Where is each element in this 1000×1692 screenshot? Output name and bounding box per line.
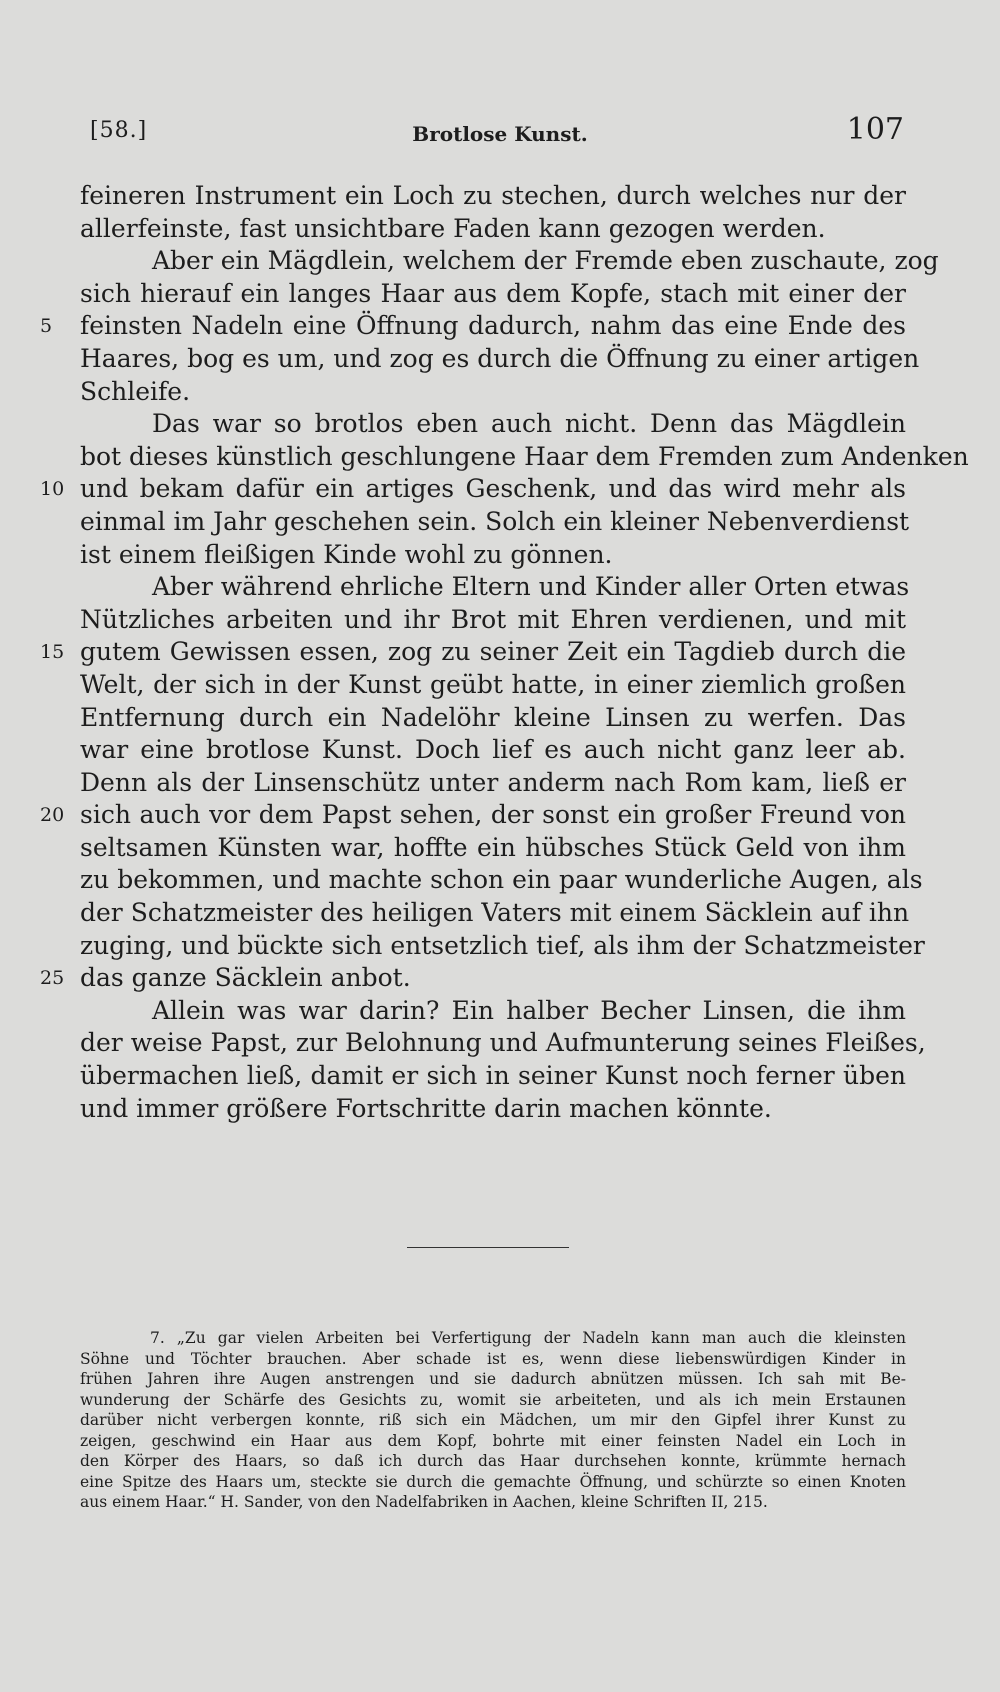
line-text: das ganze Säcklein anbot. (80, 963, 411, 993)
text-line (0, 571, 1000, 604)
text-line (0, 669, 1000, 702)
line-text: und bekam dafür ein artiges Geschenk, und das wird mehr als (80, 474, 906, 504)
line-number: 10 (40, 478, 65, 501)
text-line (0, 1093, 1000, 1126)
footnote-line (0, 1369, 1000, 1390)
footnote-line-text: frühen Jahren ihre Augen anstrengen und sie dadurch abnützen müssen. Ich sah mit Be- (80, 1370, 906, 1388)
line-text: Entfernung durch ein Nadelöhr kleine Linsen zu werfen. Das (80, 702, 906, 732)
line-text: zu bekommen, und machte schon ein paar wunderliche Augen, als (80, 865, 923, 895)
footnote-divider (407, 1247, 569, 1248)
text-line (0, 864, 1000, 897)
main-text (0, 180, 1000, 1125)
line-text: zuging, und bückte sich entsetzlich tief, als ihm der Schatzmeister (80, 930, 925, 960)
line-text: Denn als der Linsenschütz unter anderm nach Rom kam, ließ er (80, 767, 906, 797)
footnote (0, 1328, 1000, 1513)
text-line (0, 636, 1000, 669)
line-text: der weise Papst, zur Belohnung und Aufmunterung seines Fleißes, (80, 1028, 926, 1058)
text-line (0, 962, 1000, 995)
line-text: Nützliches arbeiten und ihr Brot mit Ehren verdienen, und mit (80, 604, 906, 634)
line-text: und immer größere Fortschritte darin machen könnte. (80, 1093, 772, 1123)
text-line (0, 767, 1000, 800)
footnote-line (0, 1328, 1000, 1349)
line-number: 5 (40, 315, 53, 338)
footnote-line-text: aus einem Haar.“ H. Sander, von den Nadelfabriken in Aachen, kleine Schriften II, 215. (80, 1493, 768, 1511)
line-number: 20 (40, 804, 65, 827)
text-line (0, 441, 1000, 474)
line-text: der Schatzmeister des heiligen Vaters mit einem Säcklein auf ihn (80, 898, 910, 928)
line-text: einmal im Jahr geschehen sein. Solch ein kleiner Nebenverdienst (80, 506, 910, 536)
footnote-line (0, 1472, 1000, 1493)
text-line (0, 897, 1000, 930)
footnote-line-text: Söhne und Töchter brauchen. Aber schade ist es, wenn diese liebenswürdigen Kinder in (80, 1349, 906, 1368)
text-line (0, 604, 1000, 637)
text-line (0, 376, 1000, 409)
footnote-line (0, 1349, 1000, 1370)
line-text: seltsamen Künsten war, hoffte ein hübsches Stück Geld von ihm (80, 832, 906, 862)
line-text: Allein was war darin? Ein halber Becher Linsen, die ihm (152, 995, 906, 1025)
line-text: ist einem fleißigen Kinde wohl zu gönnen. (80, 539, 613, 569)
line-text: allerfeinste, fast unsichtbare Faden kann gezogen werden. (80, 213, 826, 243)
text-line (0, 930, 1000, 963)
footnote-line (0, 1390, 1000, 1411)
footnote-line (0, 1492, 1000, 1513)
text-line (0, 1027, 1000, 1060)
footnote-line (0, 1451, 1000, 1472)
line-text: sich hierauf ein langes Haar aus dem Kopfe, stach mit einer der (80, 278, 906, 308)
footnote-line-text: darüber nicht verbergen konnte, riß sich ein Mädchen, um mir den Gipfel ihrer Kunst zu (80, 1411, 906, 1429)
running-title: Brotlose Kunst. (412, 122, 588, 146)
text-line (0, 734, 1000, 767)
text-line (0, 213, 1000, 246)
footnote-line-text: den Körper des Haars, so daß ich durch das Haar durchsehen konnte, krümmte hernach (80, 1452, 906, 1470)
line-text: sich auch vor dem Papst sehen, der sonst ein großer Freund von (80, 800, 906, 830)
text-line (0, 343, 1000, 376)
text-line (0, 506, 1000, 539)
text-line (0, 539, 1000, 572)
footnote-line (0, 1410, 1000, 1431)
footnote-line-text: eine Spitze des Haars um, steckte sie durch die gemachte Öffnung, und schürzte so einen Knoten (80, 1472, 906, 1491)
text-line (0, 245, 1000, 278)
line-text: feinsten Nadeln eine Öffnung dadurch, nahm das eine Ende des (80, 311, 906, 341)
text-line (0, 702, 1000, 735)
footnote-line-text: 7. „Zu gar vielen Arbeiten bei Verfertigung der Nadeln kann man auch die kleinsten (150, 1329, 906, 1347)
page-header (0, 112, 1000, 158)
line-text: bot dieses künstlich geschlungene Haar dem Fremden zum Andenken (80, 441, 969, 471)
text-line (0, 799, 1000, 832)
line-text: Aber ein Mägdlein, welchem der Fremde eben zuschaute, zog (152, 246, 939, 276)
page-marker: [58.] (90, 118, 148, 143)
text-line (0, 180, 1000, 213)
text-line (0, 1060, 1000, 1093)
text-line (0, 473, 1000, 506)
line-text: feineren Instrument ein Loch zu stechen, durch welches nur der (80, 181, 906, 210)
line-text: Aber während ehrliche Eltern und Kinder aller Orten etwas (152, 572, 910, 602)
footnote-line-text: zeigen, geschwind ein Haar aus dem Kopf, bohrte mit einer feinsten Nadel ein Loch in (80, 1431, 906, 1450)
line-text: Schleife. (80, 376, 191, 406)
line-text: war eine brotlose Kunst. Doch lief es auch nicht ganz leer ab. (80, 735, 906, 765)
page-number: 107 (846, 112, 904, 147)
line-number: 25 (40, 967, 65, 990)
text-line (0, 995, 1000, 1028)
line-text: Welt, der sich in der Kunst geübt hatte, in einer ziemlich großen (80, 669, 906, 699)
footnote-line (0, 1431, 1000, 1452)
text-line (0, 310, 1000, 343)
line-text: Haares, bog es um, und zog es durch die Öffnung zu einer artigen (80, 343, 920, 373)
footnote-line-text: wunderung der Schärfe des Gesichts zu, womit sie arbeiteten, und als ich mein Erstaunen (80, 1390, 906, 1409)
line-number: 15 (40, 641, 65, 664)
line-text: Das war so brotlos eben auch nicht. Denn das Mägdlein (152, 409, 906, 439)
text-line (0, 832, 1000, 865)
text-line (0, 408, 1000, 441)
line-text: gutem Gewissen essen, zog zu seiner Zeit ein Tagdieb durch die (80, 637, 906, 667)
text-line (0, 278, 1000, 311)
line-text: übermachen ließ, damit er sich in seiner Kunst noch ferner üben (80, 1061, 906, 1091)
